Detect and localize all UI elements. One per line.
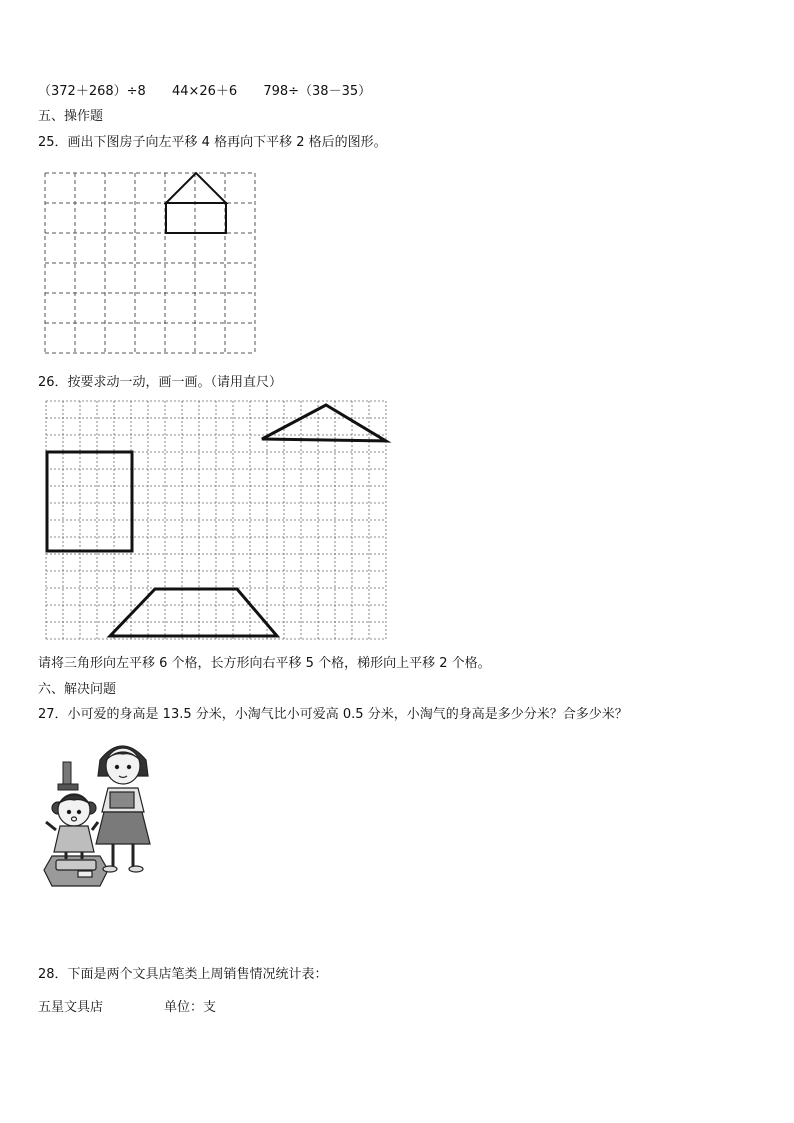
small-girl (46, 794, 98, 859)
q28-store-name: 五星文具店 (38, 1000, 104, 1015)
house-shape (166, 173, 226, 233)
q26-grid (46, 401, 386, 639)
trapezoid-shape (110, 589, 277, 636)
question-28: 28．下面是两个文具店笔类上周销售情况统计表： (38, 967, 328, 982)
section-six-heading: 六、解决问题 (38, 682, 117, 697)
q28-unit-label: 单位：支 (164, 1000, 217, 1015)
question-26: 26．按要求动一动，画一画。（请用直尺） (38, 375, 283, 390)
tall-girl (96, 746, 150, 872)
expression-row (38, 83, 393, 101)
height-measuring-illustration (38, 738, 163, 890)
q26-instruction: 请将三角形向左平移 6 个格，长方形向右平移 5 个格，梯形向上平移 2 个格。 (38, 656, 491, 671)
q25-grid-figure (44, 172, 259, 356)
expression-1: （372＋268）÷8 (38, 84, 146, 99)
rectangle-shape (47, 452, 132, 551)
q26-grid-figure (45, 401, 388, 641)
triangle-shape (262, 405, 386, 441)
expression-2: 44×26＋6 (171, 84, 238, 99)
measuring-rod (58, 762, 78, 790)
weighing-scale (44, 856, 108, 886)
expression-3: 798÷（38－35） (263, 84, 372, 99)
house-roof (166, 173, 226, 203)
question-25: 25．画出下图房子向左平移 4 格再向下平移 2 格后的图形。 (38, 135, 387, 150)
house-body (166, 203, 226, 233)
section-five-heading: 五、操作题 (38, 109, 104, 124)
question-27: 27．小可爱的身高是 13.5 分米，小淘气比小可爱高 0.5 分米，小淘气的身高是多少分米？合多少米？ (38, 707, 628, 722)
